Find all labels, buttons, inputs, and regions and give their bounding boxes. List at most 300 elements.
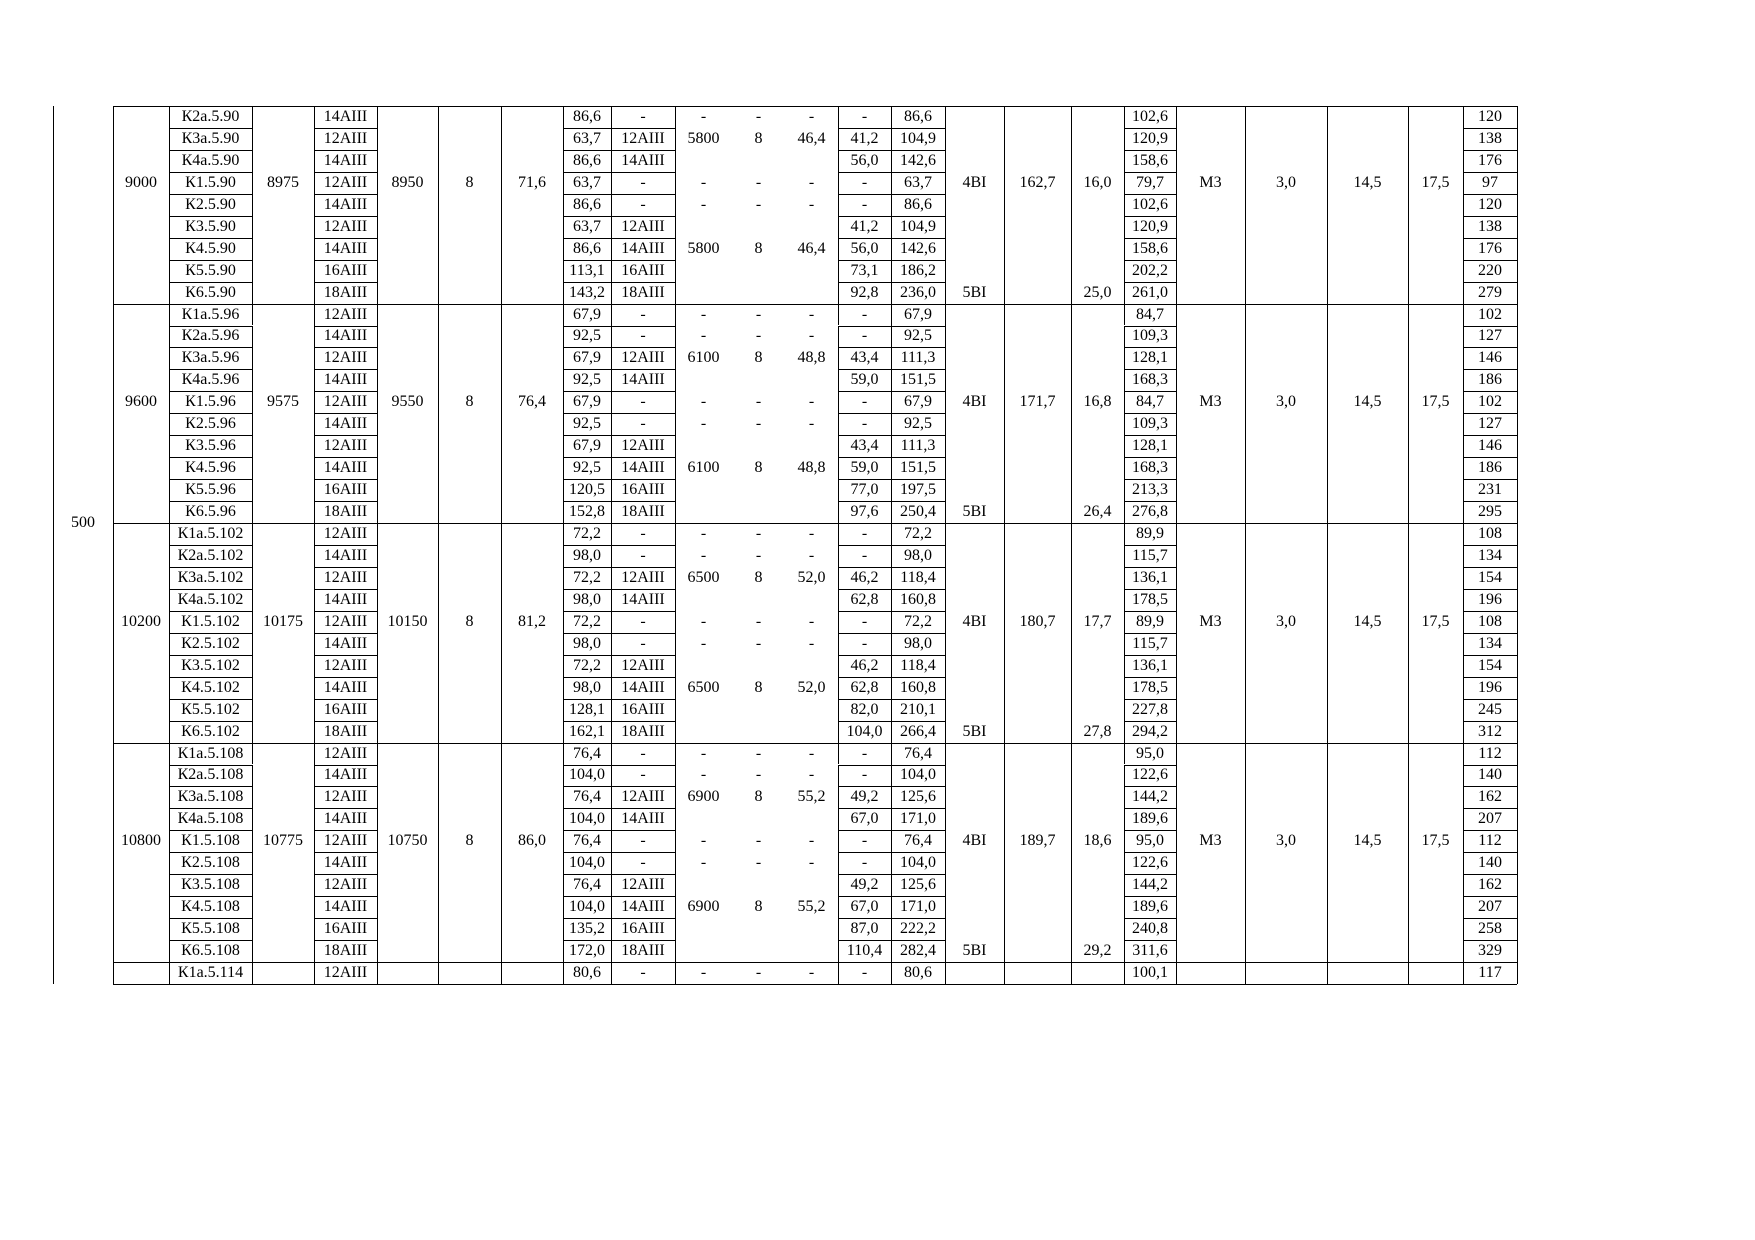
cell-k2 <box>1071 326 1124 348</box>
grid-line <box>1517 852 1518 874</box>
cell-rebar-2: 14АIII <box>621 151 665 169</box>
grid-line <box>252 633 253 655</box>
block-v: 81,2 <box>518 612 546 630</box>
cell-rebar-2: - <box>640 195 646 213</box>
cell-length: 5800 <box>687 129 720 147</box>
cell-length <box>675 655 732 677</box>
cell-length <box>675 808 732 830</box>
cell-rebar-1: 14АIII <box>323 546 368 564</box>
grid-line <box>252 765 253 787</box>
cell-rebar-1: 14АIII <box>323 678 368 696</box>
block-n: 8 <box>465 393 474 411</box>
grid-line <box>377 940 378 962</box>
block-c2: 14,5 <box>1353 393 1382 411</box>
cell-mass-2 <box>785 435 838 457</box>
cell-weight: 140 <box>1478 766 1502 784</box>
cell-k2 <box>1071 523 1124 545</box>
cell-rebar-1: 12АIII <box>323 612 368 630</box>
cell-sum: 240,8 <box>1132 920 1168 938</box>
cell-weight: 112 <box>1478 744 1502 762</box>
grid-line <box>252 457 253 479</box>
cell-sum: 84,7 <box>1136 305 1164 323</box>
cell-mass-3: - <box>861 525 868 543</box>
grid-line <box>1004 106 1005 984</box>
cell-weight: 102 <box>1478 305 1502 323</box>
cell-mark: К5.5.90 <box>185 261 236 279</box>
cell-mass-1: 86,6 <box>573 195 601 213</box>
cell-mass-1: 67,9 <box>573 437 601 455</box>
cell-mark: К1.5.108 <box>181 832 240 850</box>
grid-line <box>1517 304 1518 326</box>
block-l1: 10175 <box>263 612 303 630</box>
cell-rebar-2: - <box>640 634 646 652</box>
cell-length: - <box>700 744 707 762</box>
cell-rebar-1: 12АIII <box>323 217 368 235</box>
cell-rebar-2: 12АIII <box>621 788 665 806</box>
grid-line <box>1176 304 1177 326</box>
cell-rebar-1: 12АIII <box>323 437 368 455</box>
grid-line <box>377 896 378 918</box>
cell-mass-2: 46,4 <box>797 239 826 257</box>
cell-count: 8 <box>754 568 763 586</box>
grid-line <box>1517 808 1518 830</box>
grid-line <box>1517 216 1518 238</box>
cell-mass-1: 67,9 <box>573 305 601 323</box>
cell-mass-1: 143,2 <box>569 283 605 301</box>
block-l1: 9575 <box>267 393 299 411</box>
cell-mark: К1а.5.102 <box>177 525 244 543</box>
cell-sum: 128,1 <box>1132 349 1168 367</box>
grid-line <box>252 874 253 896</box>
cell-rebar-1: 14АIII <box>323 766 368 784</box>
cell-count: 8 <box>754 459 763 477</box>
cell-mark: К4.5.96 <box>185 459 236 477</box>
cell-mark: К4а.5.90 <box>181 151 240 169</box>
grid-line <box>252 150 253 172</box>
cell-grade-2 <box>945 743 1004 765</box>
grid-line <box>252 413 253 435</box>
cell-weight: 176 <box>1478 151 1502 169</box>
grid-line <box>1176 721 1177 743</box>
cell-mass-1: 76,4 <box>573 876 601 894</box>
cell-mass-2: - <box>808 107 815 125</box>
cell-mass-total: 236,0 <box>900 283 936 301</box>
cell-rebar-1: 16АIII <box>323 481 368 499</box>
cell-mass-3: - <box>861 393 868 411</box>
cell-mass-2: - <box>808 195 815 213</box>
grid-line <box>1517 677 1518 699</box>
cell-weight: 220 <box>1478 261 1502 279</box>
cell-mass-1: 63,7 <box>573 129 601 147</box>
block-grade-1: 4ВI <box>962 173 987 191</box>
cell-rebar-2: - <box>640 832 646 850</box>
cell-k2 <box>1071 369 1124 391</box>
cell-sum: 227,8 <box>1132 700 1168 718</box>
cell-mass-1: 72,2 <box>573 568 601 586</box>
block-h: 162,7 <box>1019 173 1056 191</box>
cell-weight: 134 <box>1478 634 1502 652</box>
cell-count <box>732 282 785 304</box>
grid-line <box>1176 457 1177 479</box>
cell-sum: 89,9 <box>1136 612 1164 630</box>
block-c2: 14,5 <box>1353 832 1382 850</box>
block-n: 8 <box>465 173 474 191</box>
cell-rebar-2: 14АIII <box>621 239 665 257</box>
grid-line <box>1517 896 1518 918</box>
cell-mass-1: 67,9 <box>573 393 601 411</box>
block-k: 16,8 <box>1083 393 1112 411</box>
cell-length: - <box>700 173 707 191</box>
cell-rebar-2: - <box>640 305 646 323</box>
cell-weight: 127 <box>1478 415 1502 433</box>
cell-weight: 258 <box>1478 920 1502 938</box>
cell-mass-2: - <box>808 305 815 323</box>
grid-line <box>252 545 253 567</box>
cell-mass-total: 86,6 <box>904 195 932 213</box>
grid-line <box>377 479 378 501</box>
cell-mass-total: 171,0 <box>900 810 936 828</box>
cell-mass-2: 46,4 <box>797 129 826 147</box>
grid-line <box>377 106 378 128</box>
grid-line <box>1517 523 1518 545</box>
cell-weight: 279 <box>1478 283 1502 301</box>
grid-line <box>1176 128 1177 150</box>
block-length: 9000 <box>125 173 157 191</box>
cell-grade-2 <box>945 150 1004 172</box>
cell-mass-3: - <box>861 415 868 433</box>
grid-line <box>1176 808 1177 830</box>
cell-rebar-1: 12АIII <box>323 568 368 586</box>
cell-weight: 176 <box>1478 239 1502 257</box>
cell-length: - <box>700 305 707 323</box>
cell-mass-total: 186,2 <box>900 261 936 279</box>
cell-weight: 134 <box>1478 546 1502 564</box>
cell-k2 <box>1071 479 1124 501</box>
grid-line <box>1245 106 1246 984</box>
cell-length <box>675 260 732 282</box>
cell-mass-3: 49,2 <box>850 788 879 806</box>
cell-mass-3: 41,2 <box>850 217 879 235</box>
cell-grade-2 <box>945 106 1004 128</box>
grid-line <box>1176 523 1177 545</box>
cell-mass-2: - <box>808 634 815 652</box>
cell-rebar-1: 18АIII <box>323 503 368 521</box>
cell-rebar-2: 14АIII <box>621 898 665 916</box>
cell-rebar-1: 14АIII <box>323 151 368 169</box>
grid-line <box>501 106 502 984</box>
cell-mass-total: 151,5 <box>900 459 936 477</box>
cell-mass-3: 46,2 <box>850 656 879 674</box>
grid-line <box>1176 743 1177 765</box>
cell-weight: 120 <box>1478 195 1502 213</box>
block-grade-1: 4ВI <box>962 832 987 850</box>
cell-mass-total: 104,0 <box>900 854 936 872</box>
cell-count: - <box>755 393 762 411</box>
cell-rebar-2: 18АIII <box>621 503 665 521</box>
cell-k2 <box>1071 260 1124 282</box>
cell-rebar-2: 12АIII <box>621 437 665 455</box>
grid-line <box>377 567 378 589</box>
grid-line <box>1517 830 1518 852</box>
cell-count: - <box>755 854 762 872</box>
cell-sum: 79,7 <box>1136 173 1164 191</box>
grid-line <box>252 567 253 589</box>
cell-mass-1: 86,6 <box>573 239 601 257</box>
cell-mark: К6.5.90 <box>185 283 236 301</box>
cell-length: - <box>700 612 707 630</box>
cell-grade-2 <box>945 874 1004 896</box>
cell-length: - <box>700 854 707 872</box>
grid-line <box>1517 457 1518 479</box>
cell-rebar-2: - <box>640 964 646 982</box>
grid-line <box>1176 282 1177 304</box>
cell-mass-2: - <box>808 612 815 630</box>
cell-weight: 112 <box>1478 832 1502 850</box>
cell-mass-1: 113,1 <box>569 261 605 279</box>
cell-mark: К6.5.102 <box>181 722 240 740</box>
cell-mark: К2а.5.96 <box>181 327 240 345</box>
grid-line <box>252 852 253 874</box>
cell-length: - <box>700 766 707 784</box>
cell-grade-2 <box>945 369 1004 391</box>
grid-line <box>377 962 378 984</box>
cell-mass-1: 63,7 <box>573 217 601 235</box>
block-k: 17,7 <box>1083 612 1112 630</box>
cell-mass-3: - <box>861 766 868 784</box>
cell-mass-3: - <box>861 173 868 191</box>
cell-rebar-1: 16АIII <box>323 920 368 938</box>
grid-line <box>1517 238 1518 260</box>
cell-mass-1: 128,1 <box>569 700 605 718</box>
cell-grade-2 <box>945 896 1004 918</box>
cell-k2 <box>1071 128 1124 150</box>
cell-count <box>732 589 785 611</box>
grid-line <box>377 545 378 567</box>
cell-weight: 146 <box>1478 437 1502 455</box>
grid-line <box>252 962 253 984</box>
cell-k2 <box>1071 347 1124 369</box>
cell-mass-2: 55,2 <box>797 898 826 916</box>
cell-length: - <box>700 107 707 125</box>
cell-rebar-1: 14АIII <box>323 459 368 477</box>
cell-length <box>675 435 732 457</box>
grid-line <box>1517 918 1518 940</box>
cell-mark: К3.5.90 <box>185 217 236 235</box>
cell-mass-total: 210,1 <box>900 700 936 718</box>
cell-rebar-1: 18АIII <box>323 942 368 960</box>
cell-weight: 102 <box>1478 393 1502 411</box>
cell-k2 <box>1071 874 1124 896</box>
grid-line <box>1517 655 1518 677</box>
cell-rebar-2: 12АIII <box>621 568 665 586</box>
block-steel-grade: М3 <box>1199 173 1222 191</box>
cell-k2 <box>1071 545 1124 567</box>
grid-line <box>377 260 378 282</box>
cell-mass-1: 104,0 <box>569 766 605 784</box>
cell-mass-total: 171,0 <box>900 898 936 916</box>
cell-length: - <box>700 964 707 982</box>
cell-sum: 158,6 <box>1132 151 1168 169</box>
cell-mass-3: 97,6 <box>850 503 879 521</box>
block-steel-grade: М3 <box>1199 832 1222 850</box>
cell-mass-2 <box>785 808 838 830</box>
cell-rebar-2: 16АIII <box>621 920 665 938</box>
cell-mark: К5.5.108 <box>181 920 240 938</box>
cell-mass-total: 63,7 <box>904 173 932 191</box>
cell-rebar-2: 12АIII <box>621 129 665 147</box>
cell-weight: 186 <box>1478 459 1502 477</box>
cell-mass-3: - <box>861 964 868 982</box>
grid-line <box>1176 962 1177 984</box>
cell-length: 6500 <box>687 678 720 696</box>
cell-mass-2: - <box>808 832 815 850</box>
cell-count <box>732 369 785 391</box>
cell-rebar-2: - <box>640 744 646 762</box>
cell-mark: К6.5.96 <box>185 503 236 521</box>
grid-line <box>252 808 253 830</box>
cell-mass-1: 162,1 <box>569 722 605 740</box>
grid-line <box>113 106 114 984</box>
cell-mass-2: 52,0 <box>797 678 826 696</box>
grid-line <box>1517 699 1518 721</box>
cell-sum: 102,6 <box>1132 107 1168 125</box>
cell-grade-2 <box>945 677 1004 699</box>
cell-rebar-1: 14АIII <box>323 634 368 652</box>
cell-count: 8 <box>754 788 763 806</box>
cell-count: 8 <box>754 678 763 696</box>
cell-grade-2 <box>945 567 1004 589</box>
block-length: 9600 <box>125 393 157 411</box>
cell-count <box>732 260 785 282</box>
cell-sum: 178,5 <box>1132 590 1168 608</box>
cell-mass-1: 104,0 <box>569 810 605 828</box>
cell-sum: 136,1 <box>1132 656 1168 674</box>
cell-length <box>675 874 732 896</box>
cell-mass-total: 160,8 <box>900 590 936 608</box>
cell-count: - <box>755 327 762 345</box>
cell-k2 <box>1071 786 1124 808</box>
block-length: 10200 <box>121 612 161 630</box>
cell-k2: 26,4 <box>1083 503 1112 521</box>
cell-mass-1: 98,0 <box>573 678 601 696</box>
cell-mass-3: 92,8 <box>850 283 879 301</box>
cell-mark: К3.5.108 <box>181 876 240 894</box>
cell-k2 <box>1071 743 1124 765</box>
cell-count: - <box>755 107 762 125</box>
cell-rebar-2: 12АIII <box>621 349 665 367</box>
cell-mark: К3.5.102 <box>181 656 240 674</box>
cell-grade-2 <box>945 216 1004 238</box>
cell-mass-1: 80,6 <box>573 964 601 982</box>
cell-count <box>732 808 785 830</box>
cell-length: - <box>700 415 707 433</box>
cell-mass-total: 72,2 <box>904 525 932 543</box>
cell-count <box>732 150 785 172</box>
cell-mass-total: 76,4 <box>904 832 932 850</box>
cell-mass-total: 80,6 <box>904 964 932 982</box>
block-c1: 3,0 <box>1276 612 1296 630</box>
cell-sum: 189,6 <box>1132 810 1168 828</box>
cell-mark: К2.5.108 <box>181 854 240 872</box>
cell-mass-total: 92,5 <box>904 327 932 345</box>
grid-line <box>252 786 253 808</box>
cell-grade-2 <box>945 962 1004 984</box>
grid-line <box>1517 326 1518 348</box>
cell-weight: 162 <box>1478 788 1502 806</box>
grid-line <box>1517 589 1518 611</box>
cell-length <box>675 216 732 238</box>
cell-mass-total: 72,2 <box>904 612 932 630</box>
cell-length: - <box>700 393 707 411</box>
cell-sum: 294,2 <box>1132 722 1168 740</box>
grid-line <box>1176 699 1177 721</box>
cell-count <box>732 918 785 940</box>
cell-length <box>675 589 732 611</box>
block-c2: 14,5 <box>1353 612 1382 630</box>
grid-line <box>377 435 378 457</box>
cell-mass-3: 56,0 <box>850 239 879 257</box>
grid-line <box>113 984 1517 985</box>
cell-mass-2: 55,2 <box>797 788 826 806</box>
cell-grade-2 <box>945 545 1004 567</box>
grid-line <box>252 128 253 150</box>
cell-weight: 127 <box>1478 327 1502 345</box>
cell-mark: К3а.5.108 <box>177 788 244 806</box>
cell-rebar-1: 12АIII <box>323 525 368 543</box>
cell-mass-3: - <box>861 546 868 564</box>
cell-mass-3: - <box>861 327 868 345</box>
grid-line <box>1517 545 1518 567</box>
grid-line <box>1517 106 1518 128</box>
cell-mark: К6.5.108 <box>181 942 240 960</box>
grid-line <box>1176 150 1177 172</box>
cell-k2 <box>1071 106 1124 128</box>
grid-line <box>252 304 253 326</box>
cell-rebar-1: 16АIII <box>323 700 368 718</box>
cell-length: - <box>700 634 707 652</box>
cell-rebar-2: - <box>640 393 646 411</box>
grid-line <box>377 194 378 216</box>
cell-rebar-2: 16АIII <box>621 261 665 279</box>
cell-mass-2: 48,8 <box>797 459 826 477</box>
block-l2: 10150 <box>387 612 428 630</box>
cell-sum: 122,6 <box>1132 854 1168 872</box>
cell-mass-2 <box>785 260 838 282</box>
cell-rebar-1: 14АIII <box>323 239 368 257</box>
grid-line <box>1176 852 1177 874</box>
cell-mass-3: 104,0 <box>846 722 883 740</box>
cell-weight: 108 <box>1478 612 1502 630</box>
grid-line <box>252 369 253 391</box>
cell-mark: К4а.5.96 <box>181 371 240 389</box>
cell-k2 <box>1071 896 1124 918</box>
cell-grade-2 <box>945 523 1004 545</box>
cell-count: - <box>755 634 762 652</box>
cell-rebar-2: 16АIII <box>621 700 665 718</box>
cell-mass-3: 43,4 <box>850 437 879 455</box>
cell-count: - <box>755 525 762 543</box>
cell-mass-1: 104,0 <box>569 898 605 916</box>
cell-sum: 202,2 <box>1132 261 1168 279</box>
cell-mass-2 <box>785 589 838 611</box>
grid-line <box>1176 347 1177 369</box>
cell-mark: К5.5.102 <box>181 700 240 718</box>
cell-count <box>732 655 785 677</box>
cell-grade-2 <box>945 194 1004 216</box>
grid-line <box>377 369 378 391</box>
cell-count: 8 <box>754 239 763 257</box>
cell-grade-2 <box>945 128 1004 150</box>
